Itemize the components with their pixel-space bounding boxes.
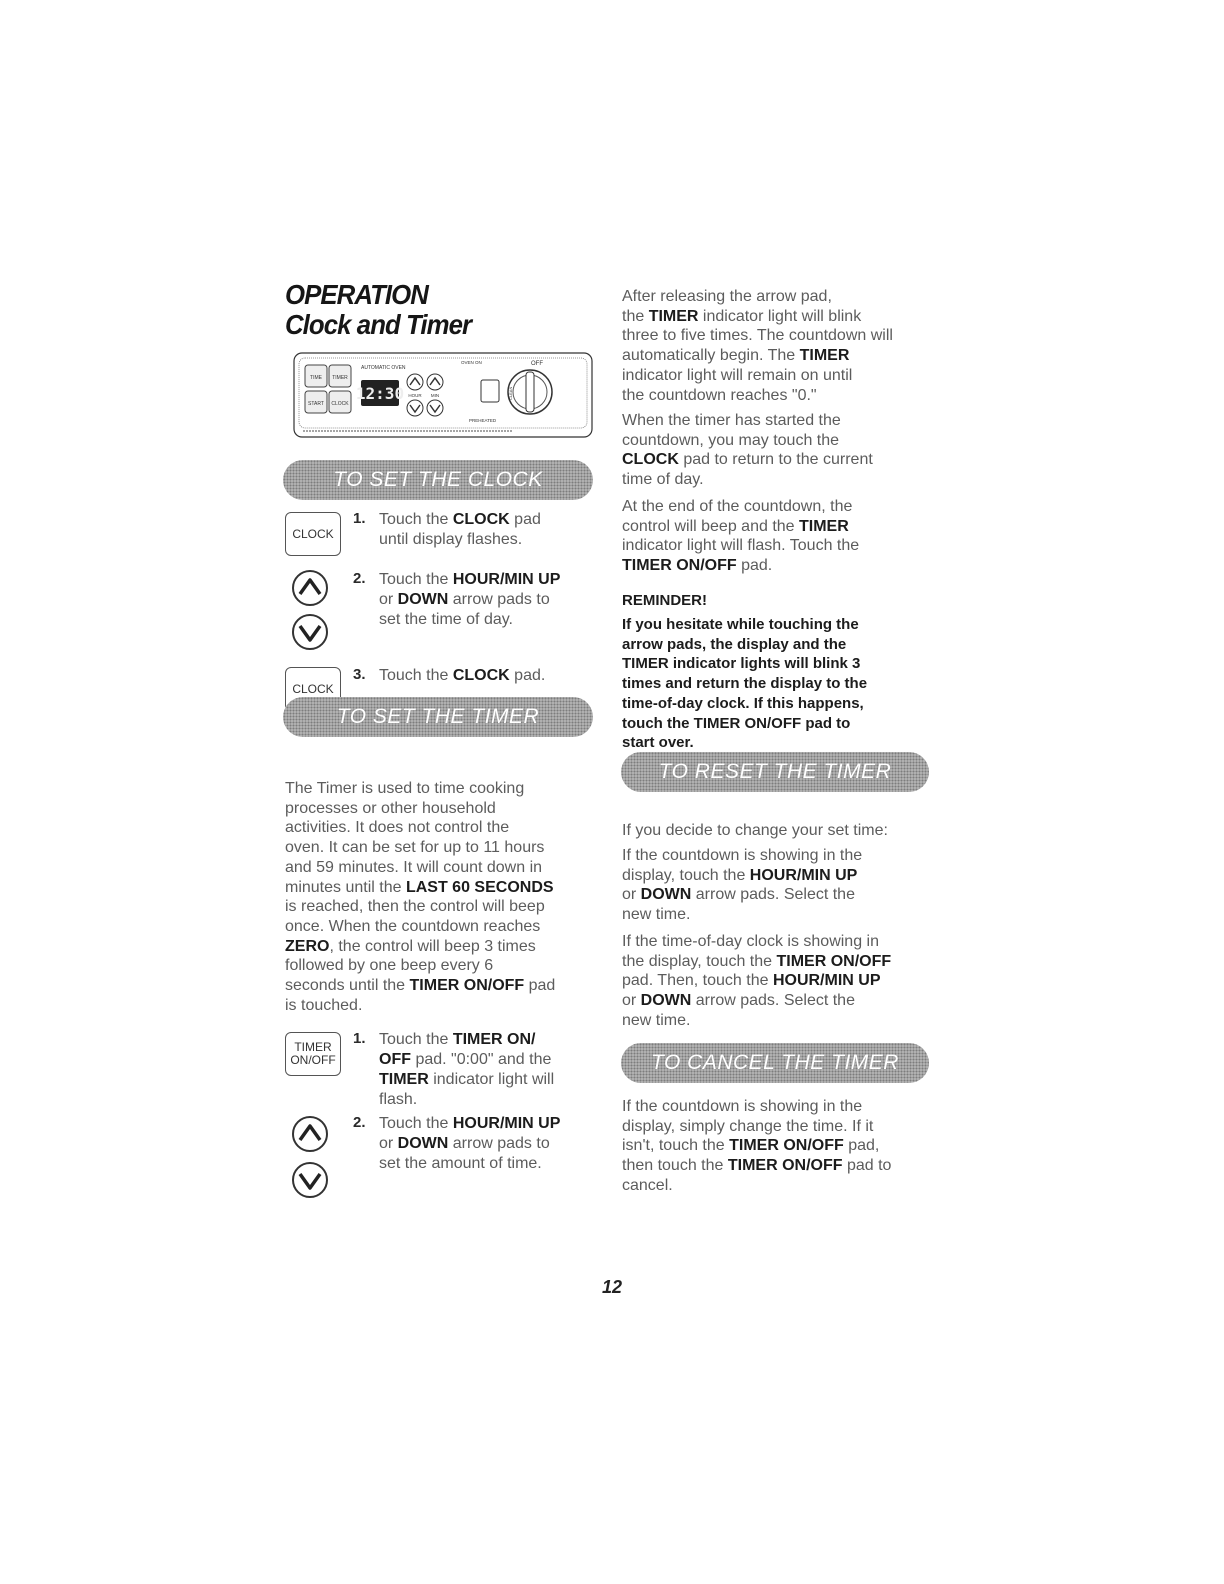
step-text: Touch the HOUR/MIN UP or DOWN arrow pads to set the amount of time. [379, 1115, 561, 1172]
step-number: 1. [353, 510, 366, 527]
step-text: Touch the TIMER ON/ OFF pad. "0:00" and the TIMER indicator light will flash. [379, 1031, 555, 1108]
banner-set-clock: TO SET THE CLOCK [283, 460, 593, 500]
banner-cancel-timer: TO CANCEL THE TIMER [621, 1043, 929, 1083]
reset-clock-paragraph: If the time-of-day clock is showing in the display, touch the TIMER ON/OFF pad. Then, touch the HOUR/MIN UP or DOWN arrow pads. Select the new time. [622, 933, 892, 1029]
step-text: Touch the CLOCK pad. [379, 667, 546, 684]
panel-clean-label: CLEAN [508, 386, 513, 400]
timer-intro-paragraph: The Timer is used to time cooking processes or other household activities. It does not control the oven. It can be set for up to 11 hours and 59 minutes. It will count down in minutes until the LAST 60 SECONDS is reached, then the control will beep once. When the countdown reaches ZERO, the control will beep 3 times followed by one beep every 6 seconds until the TIMER ON/OFF pad is touched. [285, 780, 556, 1014]
panel-time-label: TIME [310, 375, 322, 381]
panel-oven-on-label: OVEN ON [461, 360, 482, 365]
reset-countdown-paragraph: If the countdown is showing in the display, touch the HOUR/MIN UP or DOWN arrow pads. Select the new time. [622, 847, 863, 924]
down-arrow-icon [290, 1160, 330, 1200]
step-number: 3. [353, 666, 366, 683]
after-release-paragraph: After releasing the arrow pad, the TIMER indicator light will blink three to five times. The countdown will automatically begin. The TIMER indicator light will remain on until the countdown reaches "0." [622, 288, 893, 404]
banner-reset-timer: TO RESET THE TIMER [621, 752, 929, 792]
panel-hour-label: HOUR [408, 393, 422, 398]
panel-preheated-label: PREHEATED [469, 418, 497, 423]
panel-start-label: START [308, 401, 324, 407]
reminder-heading: REMINDER! [622, 592, 707, 609]
section-subtitle: Clock and Timer [285, 309, 472, 340]
clock-pad-icon: CLOCK [285, 512, 341, 556]
panel-clock-label: CLOCK [331, 401, 349, 407]
clock-pad-icon: CLOCK [285, 667, 341, 711]
step-text: Touch the CLOCK pad until display flashes. [379, 511, 541, 548]
timer-started-paragraph: When the timer has started the countdown, you may touch the CLOCK pad to return to the current time of day. [622, 412, 873, 489]
page-title [285, 280, 487, 340]
step-number: 1. [353, 1030, 366, 1047]
step-text: Touch the HOUR/MIN UP or DOWN arrow pads to set the time of day. [379, 571, 561, 628]
timer-onoff-pad-icon: TIMER ON/OFF [285, 1032, 341, 1076]
panel-off-label: OFF [531, 361, 543, 367]
panel-min-label: MIN [430, 393, 440, 398]
panel-timer-label: TIMER [332, 375, 348, 381]
down-arrow-icon [290, 612, 330, 652]
step-number: 2. [353, 1114, 366, 1131]
reminder-paragraph: If you hesitate while touching the arrow pads, the display and the TIMER indicator lights will blink 3 times and return the display to the time-of-day clock. If this happens, touch the TIMER ON/OFF pad to start over. [622, 616, 868, 752]
step-number: 2. [353, 570, 366, 587]
up-arrow-icon [290, 568, 330, 608]
banner-set-timer: TO SET THE TIMER [283, 697, 593, 737]
page-number: 12 [601, 1277, 623, 1297]
control-panel-illustration [293, 352, 593, 438]
cancel-paragraph: If the countdown is showing in the display, simply change the time. If it isn't, touch the TIMER ON/OFF pad, then touch the TIMER ON/OFF pad to cancel. [622, 1098, 892, 1194]
panel-display: 12:30 [355, 384, 405, 403]
reset-intro-paragraph: If you decide to change your set time: [622, 822, 888, 839]
end-countdown-paragraph: At the end of the countdown, the control will beep and the TIMER indicator light will flash. Touch the TIMER ON/OFF pad. [622, 498, 860, 575]
panel-automatic-oven-label: AUTOMATIC OVEN [361, 365, 406, 371]
section-title: OPERATION [285, 279, 428, 310]
up-arrow-icon [290, 1114, 330, 1154]
